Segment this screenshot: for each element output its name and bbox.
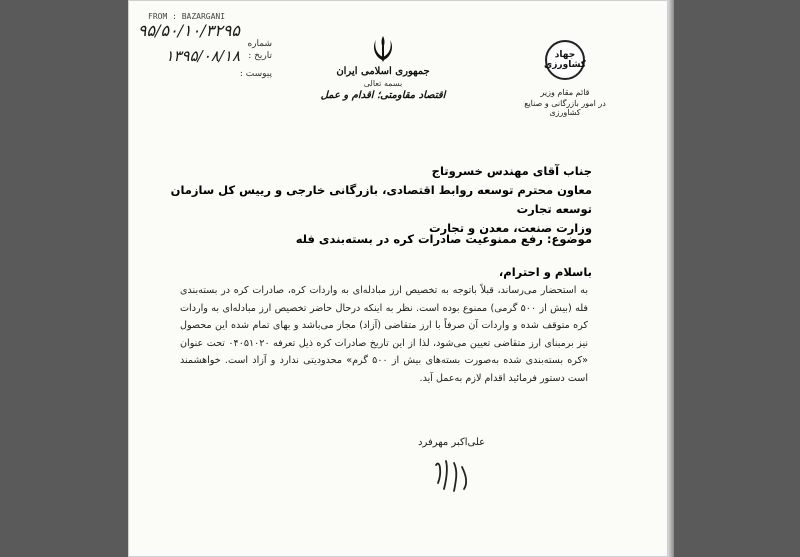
ministry-subtitle: در امور بازرگانی و صنایع کشاورزی <box>524 99 606 117</box>
ministry-header <box>520 40 610 117</box>
republic-title: جمهوری اسلامی ایران <box>336 66 430 77</box>
letter-subject: موضوع: رفع ممنوعیت صادرات کره در بسته‌بندی فله <box>295 232 592 246</box>
attachment-row <box>142 65 272 83</box>
handwritten-signature-icon <box>428 455 498 499</box>
attachment-label: پیوست : <box>239 69 272 79</box>
ministry-logo-icon: جهاد کشاورزی <box>545 40 585 80</box>
date-label: تاریخ : <box>248 51 272 61</box>
number-label: شماره <box>247 39 272 49</box>
bismillah: بسمه تعالی <box>363 79 403 88</box>
page-edge <box>668 0 674 557</box>
recipient-block <box>162 162 592 238</box>
letter-greeting: باسلام و احترام، <box>498 265 592 279</box>
ministry-title: قائم مقام وزیر <box>540 88 590 97</box>
letter-page <box>128 0 668 557</box>
letter-number: ۹۵/۵۰/۱۰/۳۲۹۵ <box>137 21 240 40</box>
letter-date: ۱۳۹۵/۰۸/۱۸ <box>165 47 240 65</box>
recipient-ministry: وزارت صنعت، معدن و تجارت <box>428 221 592 235</box>
recipient-position: معاون محترم توسعه روابط اقتصادی، بازرگانی خارجی و رییس کل سازمان توسعه تجارت <box>170 183 592 216</box>
fax-header: FROM : BAZARGANI <box>148 12 226 21</box>
iran-emblem-icon <box>318 34 448 64</box>
letter-body: به استحضار می‌رساند، قبلاً باتوجه به تخصیص ارز مبادله‌ای به واردات کره، صادرات کره در بسته‌بندی فله (بیش از ۵۰۰ گرمی) ممنوع بوده است. نظر به اینکه درحال حاضر تخصیص ارز مبادله‌ای به واردات کره متوقف شده و واردات آن صرفاً با ارز متقاضی (آزاد) مجاز می‌باشد و بهای تمام شده این محصول نیز برمبنای ارز متقاضی تعیین می‌شود، لذا از این تاریخ صادرات کره ذیل تعرفه ۰۴۰۵۱۰۲۰ تحت عنوان «کره بسته‌بندی شده به‌صورت بسته‌های بیش از ۵۰۰ گرم» محدودیتی ندارد و آزاد است. خواهشمند است دستور فرمائید اقدام لازم به‌عمل آید. <box>180 285 589 384</box>
number-row <box>137 21 272 49</box>
date-row <box>142 47 272 65</box>
economy-motto: اقتصاد مقاومتی؛ اقدام و عمل <box>320 90 446 101</box>
letterhead-center <box>318 34 448 101</box>
signer-name: علی‌اکبر مهرفرد <box>418 437 486 448</box>
recipient-name: جناب آقای مهندس خسروتاج <box>431 164 592 178</box>
letter-meta <box>137 12 272 83</box>
